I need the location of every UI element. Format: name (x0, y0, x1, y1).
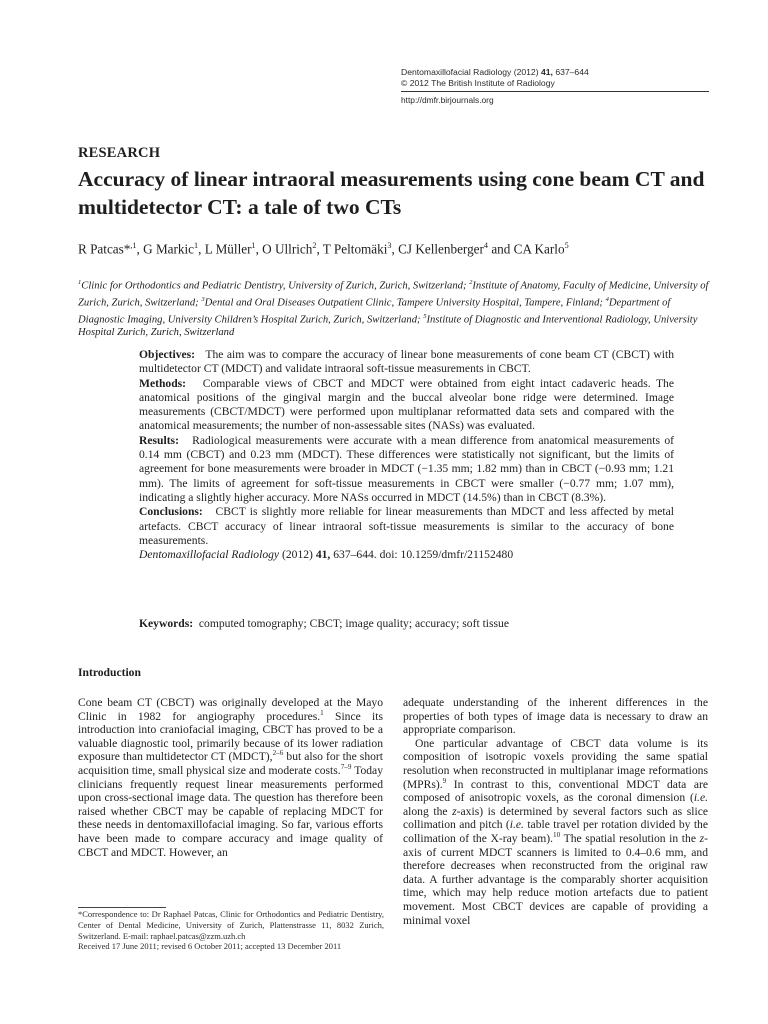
abstract-methods (139, 377, 674, 434)
methods-label: Methods: (139, 376, 187, 390)
cite-doi: 637–644. doi: 10.1259/dmfr/21152480 (333, 548, 514, 562)
results-text: Radiological measurements were accurate with a mean difference from anatomical measurements of 0.14 mm (CBCT) and 0.23 mm (MDCT). These differences were statistically not significant, but the limits of agreement for bone measurements were broader in MDCT (−1.35 mm; 1.82 mm) than in CBCT (−0.93 mm; 1.21 mm). The limits of agreement for soft-tissue measurements in CBCT were smaller (−0.77 mm; 1.07 mm), indicating a slightly higher accuracy. More NASs occurred in MDCT (14.5%) than in CBCT (8.3%). (139, 433, 674, 504)
article-title: Accuracy of linear intraoral measurements using cone beam CT and multidetector CT: a tale of two CTs (78, 167, 705, 219)
introduction-right-column (403, 696, 708, 927)
keywords (139, 617, 674, 630)
introduction-heading: Introduction (78, 666, 141, 679)
results-label: Results: (139, 433, 179, 447)
cite-year: (2012) (281, 548, 313, 562)
introduction-left-column (78, 696, 383, 859)
keywords-text: computed tomography; CBCT; image quality; accuracy; soft tissue (198, 617, 509, 630)
footnote-rule (78, 907, 166, 908)
journal-name: Dentomaxillofacial Radiology (2012) (401, 67, 539, 77)
received-dates: Received 17 June 2011; revised 6 October 2011; accepted 13 December 2011 (78, 941, 342, 952)
abstract-results (139, 434, 674, 505)
intro-paragraph-1: Cone beam CT (CBCT) was originally developed at the Mayo Clinic in 1982 for angiography procedures.$^1$ Since its introduction into craniofacial imaging, CBCT has proved to be a valuable diagnostic tool, primarily because of its lower radiation exposure than multidetector CT (MDCT),$^{2-6}$ but also for the short acquisition time, small physical size and moderate costs.$^{7-9}$ Today clinicians frequently request linear measurements performed upon cross-sectional image data. The question has therefore been raised whether CBCT may be capable of replacing MDCT for these needs in dentomaxillofacial imaging. So far, various efforts have been made to compare accuracy and image quality of CBCT and MDCT. However, an (78, 696, 384, 859)
conclusions-label: Conclusions: (139, 505, 203, 519)
journal-pages: 637–644 (555, 67, 589, 77)
footnote (78, 909, 384, 952)
objectives-label: Objectives: (139, 348, 196, 361)
journal-citation (401, 67, 711, 78)
intro-paragraph-1-continued: adequate understanding of the inherent differences in the properties of both types of image data is necessary to draw an appropriate comparison. (403, 696, 708, 737)
cite-volume: 41, (315, 548, 331, 562)
keywords-label: Keywords: (139, 617, 194, 630)
journal-header (401, 67, 711, 89)
author-list: R Patcas*$^{,1}$, G Markic$^1$, L Müller$^1$, O Ullrich$^2$, T Peltomäki$^3$, CJ Kellenberger$^4$ and CA Karlo$^5$ (78, 241, 569, 257)
abstract-citation (139, 548, 674, 562)
abstract (139, 348, 674, 562)
objectives-text: The aim was to compare the accuracy of linear bone measurements of cone beam CT (CBCT) with multidetector CT (MDCT) and validate intraoral soft-tissue measurements in CBCT. (139, 348, 674, 376)
intro-paragraph-2: One particular advantage of CBCT data volume is its composition of isotropic voxels providing the same spatial resolution when reconstructed in multiplanar image reformations (MPRs).$^9$ In contrast to this, conventional MDCT data are composed of anisotropic voxels, as the coronal dimension (i.e. along the z-axis) is determined by several factors such as slice collimation and pitch (i.e. table travel per rotation divided by the collimation of the X-ray beam).$^{10}$ The spatial resolution in the z-axis of current MDCT scanners is limited to 0.4–0.6 mm, and therefore decreases when reconstructed from the original raw data. A further advantage is the comparably shorter acquisition time, which may help reduce motion artefacts due to patient movement. Most CBCT devices are capable of providing a minimal voxel (403, 736, 708, 927)
header-rule (401, 91, 709, 92)
abstract-objectives (139, 348, 674, 377)
correspondence-note: *Correspondence to: Dr Raphael Patcas, Clinic for Orthodontics and Pediatric Dentistry, Center of Dental Medicine, University of Zurich, Plattenstrasse 11, 8032 Zurich, Switzerland. E-mail: raphael.patcas@zzm.uzh.ch (78, 909, 384, 941)
copyright-line: © 2012 The British Institute of Radiology (401, 78, 555, 88)
conclusions-text: CBCT is slightly more reliable for linear measurements than MDCT and less affected by metal artefacts. CBCT accuracy of linear intraoral soft-tissue measurements is similar to the accuracy of bone measurements. (139, 505, 674, 547)
journal-url-link[interactable]: http://dmfr.birjournals.org (401, 95, 494, 105)
abstract-conclusions (139, 505, 674, 548)
methods-text: Comparable views of CBCT and MDCT were obtained from eight intact cadaveric heads. The anatomical positions of the gingival margin and the buccal alveolar bone ridge were determined. Image measurements (CBCT/MDCT) were performed upon multiplanar reformatted data sets and compared with the anatomical measurements; the number of non-assessable sites (NASs) was evaluated. (139, 376, 674, 433)
section-label: RESEARCH (78, 145, 161, 161)
cite-journal: Dentomaxillofacial Radiology (139, 548, 280, 562)
journal-volume: 41, (540, 67, 553, 77)
affiliations: $^1$Clinic for Orthodontics and Pediatric Dentistry, University of Zurich, Zurich, Switzerland; $^2$Institute of Anatomy, Faculty of Medicine, University of Zurich, Zurich, Switzerland; $^3$Dental and Oral Diseases Outpatient Clinic, Tampere University Hospital, Tampere, Finland; $^4$Department of Diagnostic Imaging, University Children’s Hospital Zurich, Zurich, Switzerland; $^5$Institute of Diagnostic and Interventional Radiology, University Hospital Zurich, Zurich, Switzerland (78, 279, 709, 339)
